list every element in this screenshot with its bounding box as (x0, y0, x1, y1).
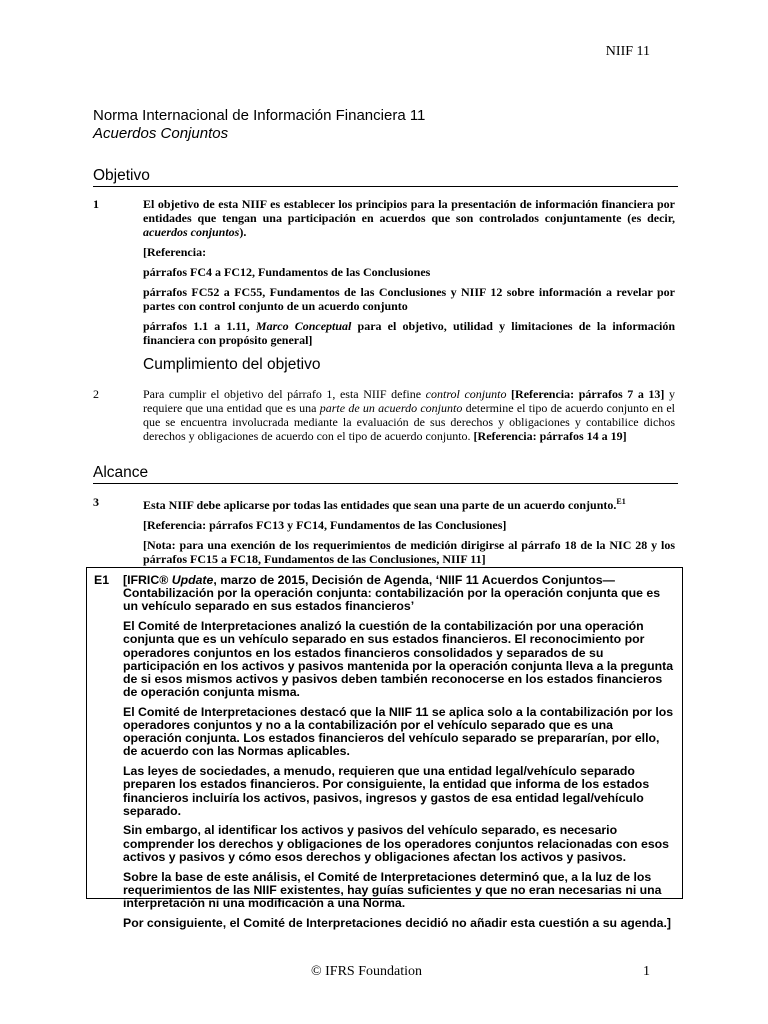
paragraph-1 (143, 197, 675, 353)
title-main: Norma Internacional de Información Financiera 11 (93, 107, 426, 124)
editorial-note-label: E1 (94, 573, 110, 587)
paragraph-number-2: 2 (93, 387, 99, 401)
p2-i1: control conjunto (425, 387, 507, 401)
paragraph-number-1: 1 (93, 197, 99, 211)
document-code: NIIF 11 (605, 44, 650, 59)
footnote-ref-e1[interactable]: E1 (616, 497, 626, 506)
page-number: 1 (643, 964, 650, 979)
p2-t1: Para cumplir el objetivo del párrafo 1, esta NIIF define (143, 387, 426, 401)
editorial-note-paragraph: El Comité de Interpretaciones analizó la cuestión de la contabilización por una operación conjunta que es un vehículo separado en sus estados financieros. El reconocimiento por operadores conjuntos en los estados financieros consolidados y separados de su participación en los activos y pasivos mantenida por la operación conjunta lleva a la pregunta de si esos mismos activos y pasivos deben también reconocerse en los estados financieros de operación conjunta misma. (123, 619, 674, 700)
paragraph-3 (143, 495, 675, 572)
heading-cumplimiento: Cumplimiento del objetivo (143, 356, 321, 373)
box-lead-b: , marzo de 2015, Decisión de Agenda, ‘NIIF 11 Acuerdos Conjuntos—Contabilización por la operación conjunta: contabilización por la operación conjunta que es un vehículo separado en sus estados financieros’ (123, 573, 661, 614)
editorial-note-paragraph: Sin embargo, al identificar los activos y pasivos del vehículo separado, es necesario comprender los derechos y obligaciones de los operadores conjuntos relacionadas con esos activos y pasivos y cómo esos derechos y obligaciones afectan los activos y pasivos. (123, 823, 670, 864)
box-lead-italic: Update (171, 573, 214, 587)
paragraph-2 (143, 387, 675, 449)
p2-r2: [Referencia: párrafos 14 a 19] (473, 429, 627, 443)
paragraph-number-3: 3 (93, 495, 99, 509)
editorial-note-lead (123, 574, 675, 614)
editorial-note-paragraph: Sobre la base de este análisis, el Comité de Interpretaciones determinó que, a la luz de los requerimientos de las NIIF existentes, hay guías suficientes y que no eran necesarias ni una interpretación ni una modificación a una Norma. (123, 869, 662, 910)
p1-ref3-b: para el objetivo, utilidad y limitaciones de la información financiera con propósito general] (143, 319, 675, 347)
p2-i2: parte de un acuerdo conjunto (319, 401, 463, 415)
p1-ref-2: párrafos FC52 a FC55, Fundamentos de las Conclusiones y NIIF 12 sobre información a revelar por partes con control conjunto de un acuerdo conjunto (143, 285, 675, 313)
p1-ref-head: [Referencia: (143, 245, 207, 259)
p1-ref-1: párrafos FC4 a FC12, Fundamentos de las Conclusiones (143, 265, 431, 279)
p2-r1: [Referencia: párrafos 7 a 13] (506, 387, 665, 401)
p2-t3: determine el tipo de acuerdo conjunto en el que se encuentra involucrada mediante la evaluación de sus derechos y obligaciones y contabilice dichos derechos y obligaciones de acuerdo con el tipo de acuerdo conjunto. (143, 401, 675, 443)
p3-ref: [Referencia: párrafos FC13 y FC14, Fundamentos de las Conclusiones] (143, 518, 507, 532)
footer-copyright: © IFRS Foundation (311, 964, 422, 979)
editorial-note-paragraph: Las leyes de sociedades, a menudo, requieren que una entidad legal/vehículo separado preparen los estados financieros. Por consiguiente, la entidad que informa de los estados financieros incluiría los activos, pasivos, ingresos y gastos de esa entidad legal/vehículo separado. (123, 764, 650, 818)
heading-alcance: Alcance (93, 464, 678, 484)
paragraph-2-text (143, 387, 675, 443)
p1-text-b: ). (239, 225, 247, 239)
p3-note: [Nota: para una exención de los requerimientos de medición dirigirse al párrafo 18 de la NIC 28 y los párrafos FC15 a FC18, Fundamentos de las Conclusiones, NIIF 11] (143, 538, 675, 566)
editorial-note-paragraph: Por consiguiente, el Comité de Interpretaciones decidió no añadir esta cuestión a su agenda.] (123, 915, 672, 930)
paragraph-3-text (143, 495, 675, 512)
editorial-note-body (123, 574, 675, 936)
p1-text-a: El objetivo de esta NIIF es establecer los principios para la presentación de información financiera por entidades que tengan una participación en acuerdos que son controlados conjuntamente (es decir, (143, 197, 675, 225)
document-title (93, 107, 425, 143)
p1-ref3-a: párrafos 1.1 a 1.11, (143, 319, 256, 333)
title-sub: Acuerdos Conjuntos (93, 125, 229, 142)
box-lead-a: [IFRIC® (123, 573, 172, 587)
p2-t2: y requiere que una entidad que es una (143, 387, 675, 415)
p1-ref3-italic: Marco Conceptual (255, 319, 352, 333)
p1-text-italic: acuerdos conjuntos (143, 225, 240, 239)
paragraph-1-text (143, 197, 675, 239)
p3-text: Esta NIIF debe aplicarse por todas las entidades que sean una parte de un acuerdo conjunto. (143, 498, 617, 512)
heading-objetivo: Objetivo (93, 167, 678, 187)
p1-ref-3 (143, 319, 675, 347)
editorial-note-paragraph: El Comité de Interpretaciones destacó que la NIIF 11 se aplica solo a la contabilización por los operadores conjuntos y no a la contabilización por el vehículo separado que es una operación conjunta. Los estados financieros del vehículo separado se prepararían, por ello, de acuerdo con las Normas aplicables. (123, 704, 674, 759)
editorial-note-box (86, 567, 683, 930)
